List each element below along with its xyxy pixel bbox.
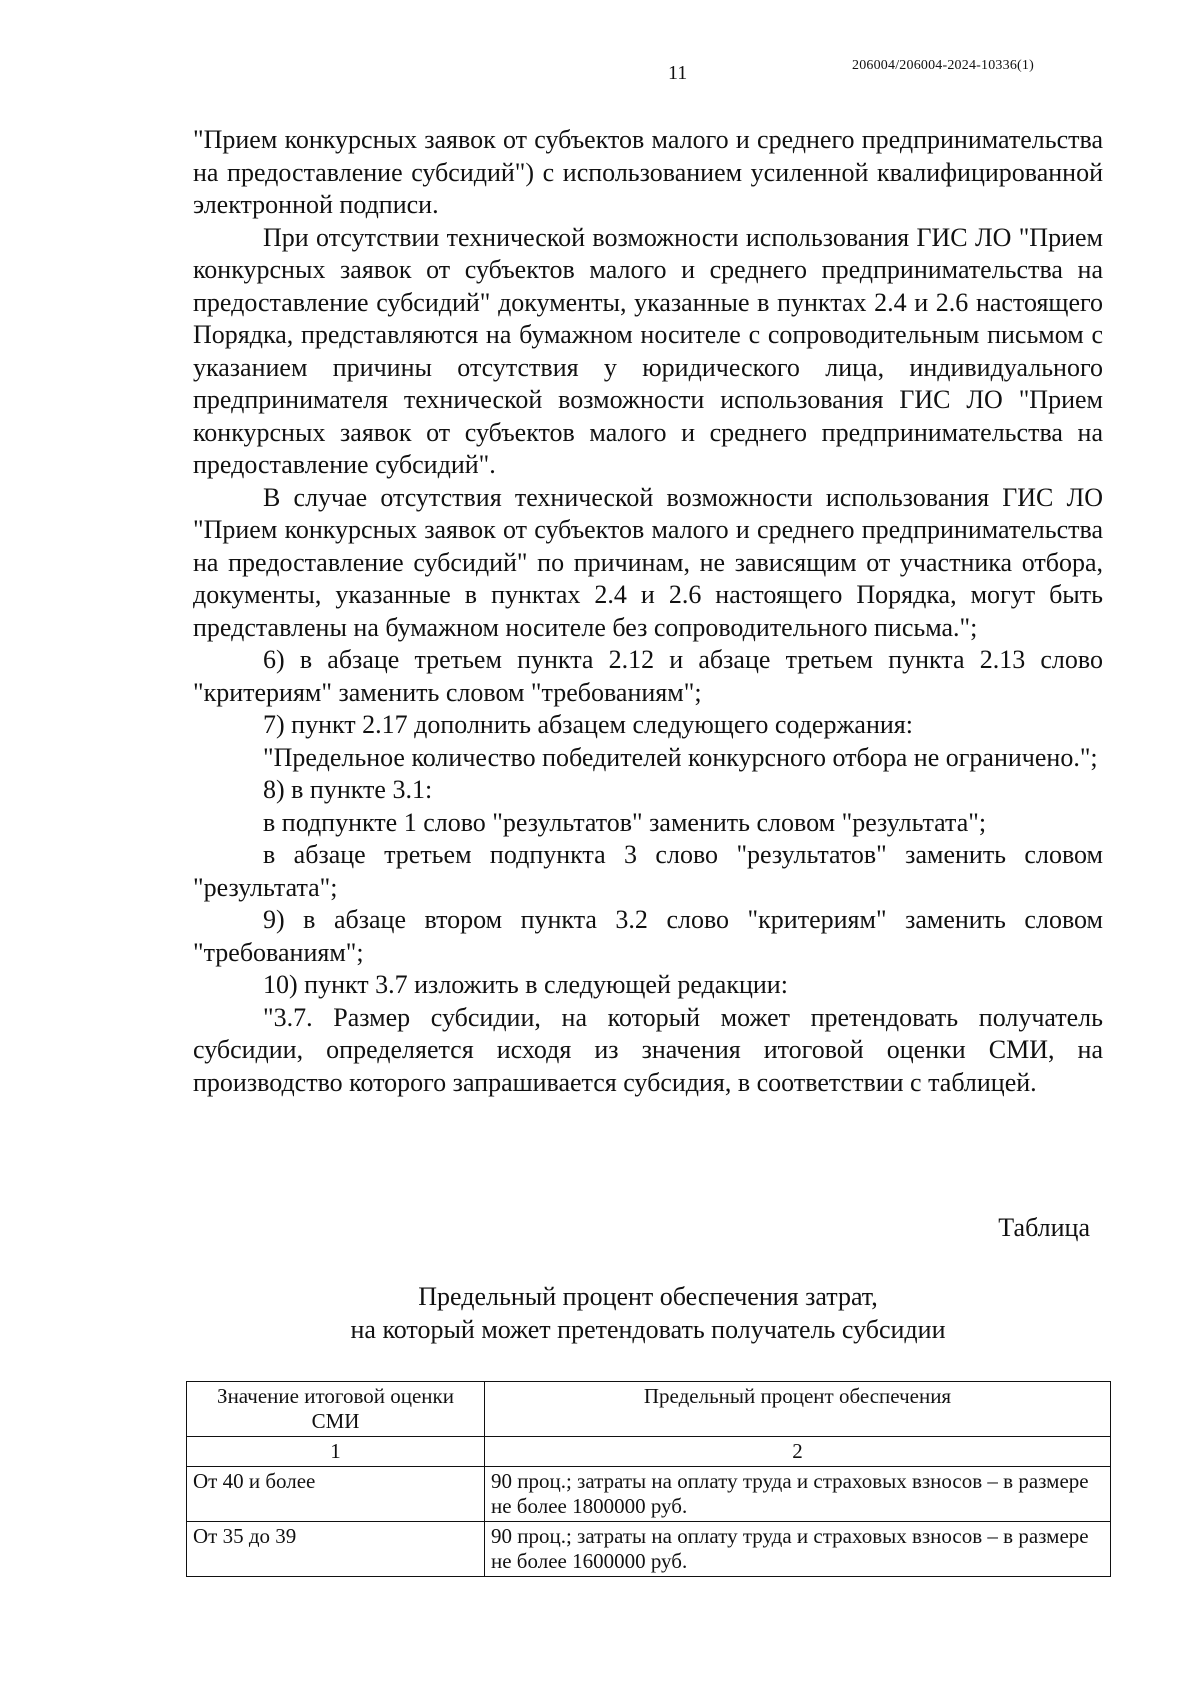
paragraph: "Предельное количество победителей конкурсного отбора не ограничено.";: [263, 742, 1098, 772]
paragraph: "Прием конкурсных заявок от субъектов малого и среднего предпринимательства на предоставление субсидий") с использованием усиленной квалифицированной электронной подписи.: [193, 125, 1103, 219]
paragraph: В случае отсутствия технической возможности использования ГИС ЛО "Прием конкурсных заявок от субъектов малого и среднего предпринимательства на предоставление субсидий" по причинам, не зависящим от участника отбора, документы, указанные в пунктах 2.4 и 2.6 настоящего Порядка, могут быть представлены на бумажном носителе без сопроводительного письма.";: [193, 482, 1103, 642]
paragraph: "3.7. Размер субсидии, на который может претендовать получатель субсидии, определяется исходя из значения итоговой оценки СМИ, на производство которого запрашивается субсидия, в соответствии с таблицей.: [193, 1002, 1103, 1097]
table-title: [193, 1280, 1103, 1346]
table-title-line: на который может претендовать получатель субсидии: [350, 1315, 946, 1344]
paragraph: При отсутствии технической возможности использования ГИС ЛО "Прием конкурсных заявок от субъектов малого и среднего предпринимательства на предоставление субсидий" документы, указанные в пунктах 2.4 и 2.6 настоящего Порядка, представляются на бумажном носителе с сопроводительным письмом с указанием причины отсутствия у юридического лица, индивидуального предпринимателя технической возможности использования ГИС ЛО "Прием конкурсных заявок от субъектов малого и среднего предпринимательства на предоставление субсидий".: [193, 222, 1103, 479]
paragraph: в абзаце третьем подпункта 3 слово "результатов" заменить словом "результата";: [193, 840, 1103, 902]
paragraph: 6) в абзаце третьем пункта 2.12 и абзаце третьем пункта 2.13 слово "критериям" заменить словом "требованиям";: [193, 645, 1103, 707]
table-cell: 90 проц.; затраты на оплату труда и страховых взносов – в размере не более 1600000 руб.: [485, 1522, 1111, 1577]
table-caption: Таблица: [998, 1213, 1090, 1242]
table-row: [187, 1467, 1111, 1522]
table-header-row: [187, 1382, 1111, 1437]
paragraph: 9) в абзаце втором пункта 3.2 слово "критериям" заменить словом "требованиям";: [193, 905, 1103, 967]
table-cell: От 40 и более: [187, 1467, 485, 1522]
paragraph: 10) пункт 3.7 изложить в следующей редакции:: [263, 970, 788, 999]
page-number: 11: [668, 62, 688, 84]
table-cell: От 35 до 39: [187, 1522, 485, 1577]
table-title-line: Предельный процент обеспечения затрат,: [418, 1282, 878, 1311]
column-header: Значение итоговой оценки СМИ: [187, 1382, 485, 1437]
document-id: 206004/206004-2024-10336(1): [852, 58, 1034, 73]
paragraph: 7) пункт 2.17 дополнить абзацем следующего содержания:: [263, 710, 913, 739]
column-number: 1: [187, 1437, 485, 1467]
paragraph: в подпункте 1 слово "результатов" заменить словом "результата";: [263, 807, 987, 837]
table-row: [187, 1522, 1111, 1577]
paragraph: 8) в пункте 3.1:: [263, 775, 433, 804]
column-header: Предельный процент обеспечения: [485, 1382, 1111, 1437]
subsidy-table: [186, 1381, 1111, 1577]
column-number: 2: [485, 1437, 1111, 1467]
column-number-row: [187, 1437, 1111, 1467]
document-body: [193, 124, 1103, 1099]
table-cell: 90 проц.; затраты на оплату труда и страховых взносов – в размере не более 1800000 руб.: [485, 1467, 1111, 1522]
